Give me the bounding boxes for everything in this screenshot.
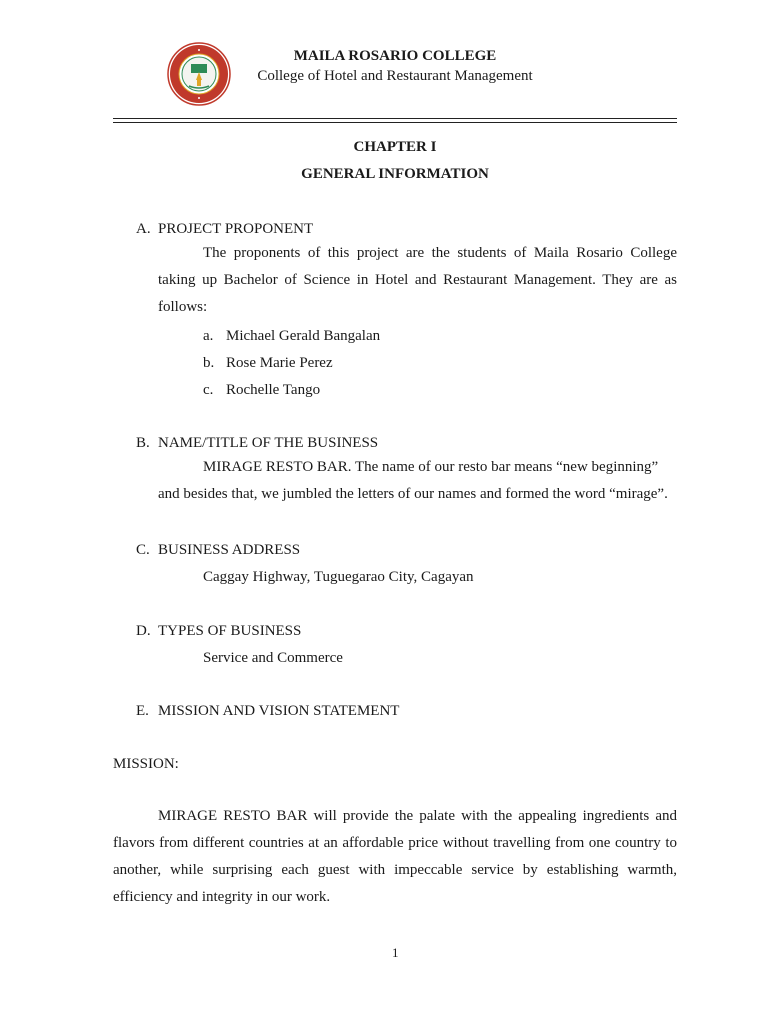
section-a-heading: PROJECT PROPONENT [158, 221, 314, 237]
header-rule-bottom [113, 122, 677, 123]
business-type: Service and Commerce [203, 650, 343, 666]
proponent-marker: a. [203, 328, 214, 344]
section-a-body: The proponents of this project are the students of Maila Rosario College taking up Bachelor of Science in Hotel and Restaurant Management. They are as follows: [158, 245, 677, 315]
section-b-body: MIRAGE RESTO BAR. The name of our resto bar means “new beginning” and besides that, we jumbled the letters of our names and formed the word “mirage”. [158, 459, 668, 502]
chapter-title: GENERAL INFORMATION [301, 166, 489, 182]
section-e-heading: MISSION AND VISION STATEMENT [158, 703, 400, 719]
header-rule-top [113, 118, 677, 119]
letterhead [240, 46, 550, 86]
section-b-letter: B. [136, 435, 150, 451]
mission-body: MIRAGE RESTO BAR will provide the palate with the appealing ingredients and flavors from different countries at an affordable price without travelling from one country to another, while surprising each guest with impeccable service by establishing warmth, efficiency and integrity in our work. [113, 808, 677, 905]
page-number: 1 [392, 945, 399, 960]
college-seal-logo [167, 42, 231, 106]
college-department: College of Hotel and Restaurant Management [257, 68, 533, 84]
college-name: MAILA ROSARIO COLLEGE [293, 48, 497, 64]
proponent-name: Rochelle Tango [226, 382, 321, 398]
section-d-heading: TYPES OF BUSINESS [158, 623, 302, 639]
mission-label: MISSION: [113, 756, 179, 772]
section-b-heading: NAME/TITLE OF THE BUSINESS [158, 435, 379, 451]
proponent-marker: b. [203, 355, 215, 371]
section-e-letter: E. [136, 703, 149, 719]
business-address: Caggay Highway, Tuguegarao City, Cagayan [203, 569, 474, 585]
proponent-name: Michael Gerald Bangalan [226, 328, 381, 344]
section-a-letter: A. [136, 221, 151, 237]
proponent-marker: c. [203, 382, 214, 398]
proponent-name: Rose Marie Perez [226, 355, 333, 371]
section-c-heading: BUSINESS ADDRESS [158, 542, 301, 558]
section-c-letter: C. [136, 542, 150, 558]
section-d-letter: D. [136, 623, 151, 639]
chapter-number: CHAPTER I [353, 139, 437, 155]
